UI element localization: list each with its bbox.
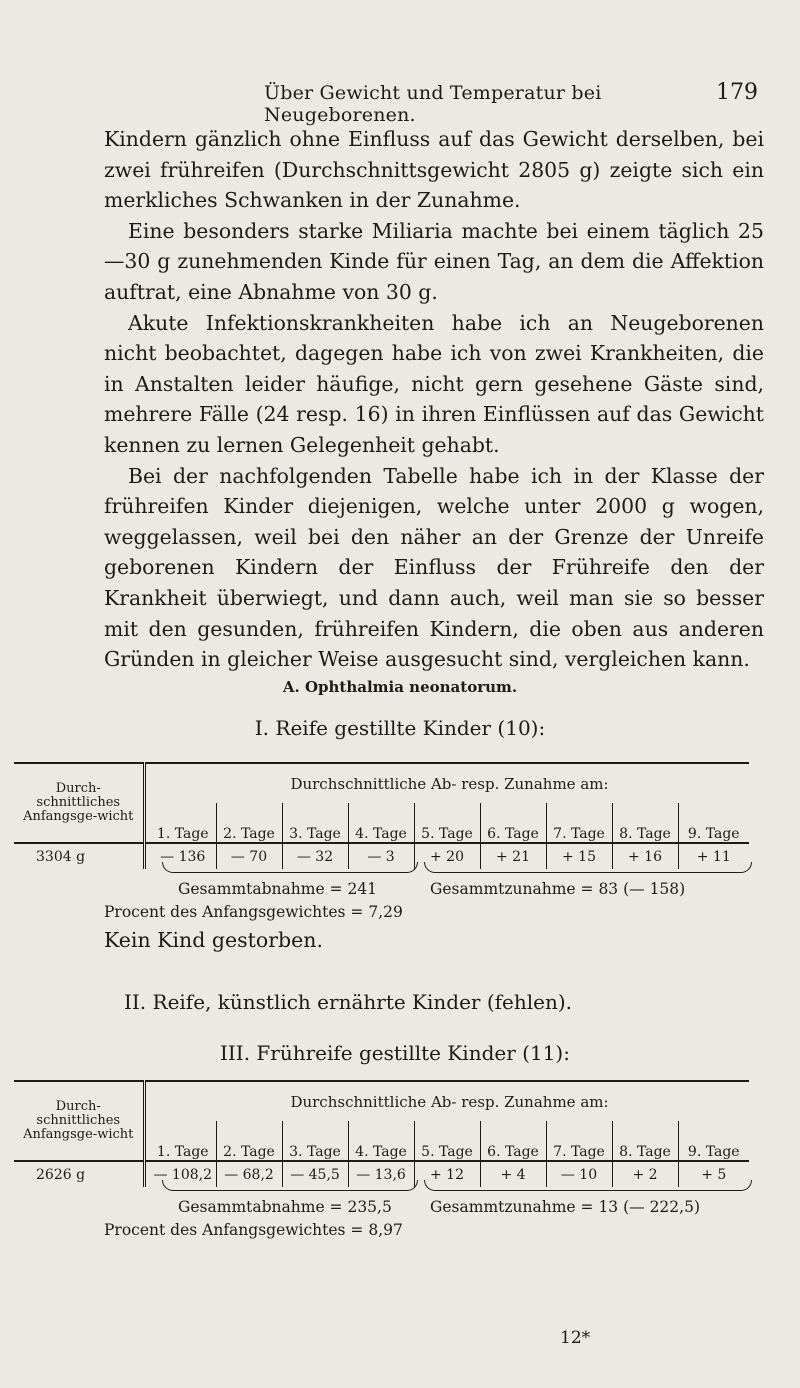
table3-value-cell: — 45,5 (282, 1161, 348, 1187)
table3-value-cell: — 10 (546, 1161, 612, 1187)
table3-gain-total: Gesammtzunahme = 13 (— 222,5) (430, 1198, 700, 1216)
table1-value-cell: — 70 (216, 843, 282, 869)
table3-gain-brace (424, 1180, 752, 1191)
table1-day-header: 9. Tage (687, 826, 740, 842)
page-number: 179 (716, 80, 758, 105)
table3-span-header: Durchschnittliche Ab- resp. Zunahme am: (290, 1092, 609, 1111)
table1-remark: Kein Kind gestorben. (104, 928, 324, 952)
table1-weight-cell: 3304 g (14, 843, 144, 869)
paragraph: Akute Infektionskrankheiten habe ich an Neugeborenen nicht beobachtet, dagegen habe ich von zwei Krankheiten, die in Anstalten leider häufige, nicht gern gesehene Gäste sind, mehrere Fälle (24 resp. 16) in ihren Einflüssen auf das Gewicht kennen zu lernen Gelegenheit gehabt. (104, 310, 764, 457)
table1 (14, 762, 749, 869)
table3-value-cell: — 68,2 (216, 1161, 282, 1187)
table2-title: II. Reife, künstlich ernährte Kinder (fehlen). (124, 990, 573, 1014)
table3-day-header: 2. Tage (216, 1121, 282, 1161)
signature-mark: 12* (560, 1328, 591, 1348)
table1-value-cell: — 32 (282, 843, 348, 869)
section-heading: A. Ophthalmia neonatorum. (282, 678, 518, 696)
table3-loss-brace (162, 1180, 418, 1191)
table1-value-cell: + 21 (480, 843, 546, 869)
table1-gain-total: Gesammtzunahme = 83 (— 158) (430, 880, 686, 898)
table3-value-cell: + 5 (701, 1166, 727, 1183)
table1-value-cell: + 11 (696, 848, 731, 865)
table1-day-header: 2. Tage (216, 803, 282, 843)
table1-day-header: 4. Tage (348, 803, 414, 843)
running-header (104, 80, 758, 126)
table1-title: I. Reife gestillte Kinder (10): (254, 716, 546, 740)
table1-day-header: 1. Tage (150, 803, 216, 843)
table1-value-cell: — 136 (150, 843, 216, 869)
table1-span-header: Durchschnittliche Ab- resp. Zunahme am: (290, 774, 609, 793)
table3-day-header: 1. Tage (150, 1121, 216, 1161)
table3-value-cell: + 12 (414, 1161, 480, 1187)
table1-loss-brace (162, 862, 418, 873)
paragraph: Eine besonders starke Miliaria machte bei einem täglich 25—30 g zunehmenden Kinde für einen Tag, an dem die Affektion auftrat, eine Abnahme von 30 g. (104, 218, 764, 304)
paragraph: Bei der nachfolgenden Tabelle habe ich in der Klasse der frühreifen Kinder diejenigen, welche unter 2000 g wogen, weggelassen, weil bei den näher an der Grenze der Unreife geborenen Kindern der Einfluss der Frühreife den der Krankheit überwiegt, und dann auch, weil man sie so besser mit den gesunden, frühreifen Kindern, die oben aus anderen Gründen in gleicher Weise ausgesucht sind, vergleichen kann. (104, 463, 764, 672)
table3-day-header: 7. Tage (546, 1121, 612, 1161)
table3-col-header-weight: Durch-schnittliches Anfangsge-wicht (14, 1081, 144, 1161)
body-text (104, 124, 764, 675)
table3-value-cell: + 2 (612, 1161, 678, 1187)
table1-value-cell: — 3 (348, 843, 414, 869)
table1-loss-total: Gesammtabnahme = 241 (178, 880, 378, 898)
table1-day-header: 6. Tage (480, 803, 546, 843)
table3 (14, 1080, 749, 1187)
table3-value-cell: — 13,6 (348, 1161, 414, 1187)
table3-day-header: 3. Tage (282, 1121, 348, 1161)
table3-percent: Procent des Anfangsgewichtes = 8,97 (104, 1221, 403, 1239)
table3-weight-cell: 2626 g (14, 1161, 144, 1187)
table1-day-header: 3. Tage (282, 803, 348, 843)
table3-title: III. Frühreife gestillte Kinder (11): (220, 1041, 570, 1065)
table3-value-cell: — 108,2 (150, 1161, 216, 1187)
paragraph: Kindern gänzlich ohne Einfluss auf das Gewicht derselben, bei zwei frühreifen (Durchschnittsgewicht 2805 g) zeigte sich ein merkliches Schwanken in der Zunahme. (104, 127, 764, 213)
table1-value-cell: + 15 (546, 843, 612, 869)
table3-day-header: 5. Tage (414, 1121, 480, 1161)
table3-day-header: 9. Tage (687, 1144, 740, 1160)
table1-gain-brace (424, 862, 752, 873)
table1-col-header-weight: Durch-schnittliches Anfangsge-wicht (14, 763, 144, 843)
table1-day-header: 5. Tage (414, 803, 480, 843)
table3-day-header: 8. Tage (612, 1121, 678, 1161)
table3-value-cell: + 4 (480, 1161, 546, 1187)
table1-day-header: 8. Tage (612, 803, 678, 843)
table1-day-header: 7. Tage (546, 803, 612, 843)
table3-loss-total: Gesammtabnahme = 235,5 (178, 1198, 392, 1216)
table1-percent: Procent des Anfangsgewichtes = 7,29 (104, 903, 403, 921)
table1-value-cell: + 16 (612, 843, 678, 869)
table3-day-header: 4. Tage (348, 1121, 414, 1161)
table3-day-header: 6. Tage (480, 1121, 546, 1161)
table1-value-cell: + 20 (414, 843, 480, 869)
running-title: Über Gewicht und Temperatur bei Neugeborenen. (264, 82, 602, 126)
